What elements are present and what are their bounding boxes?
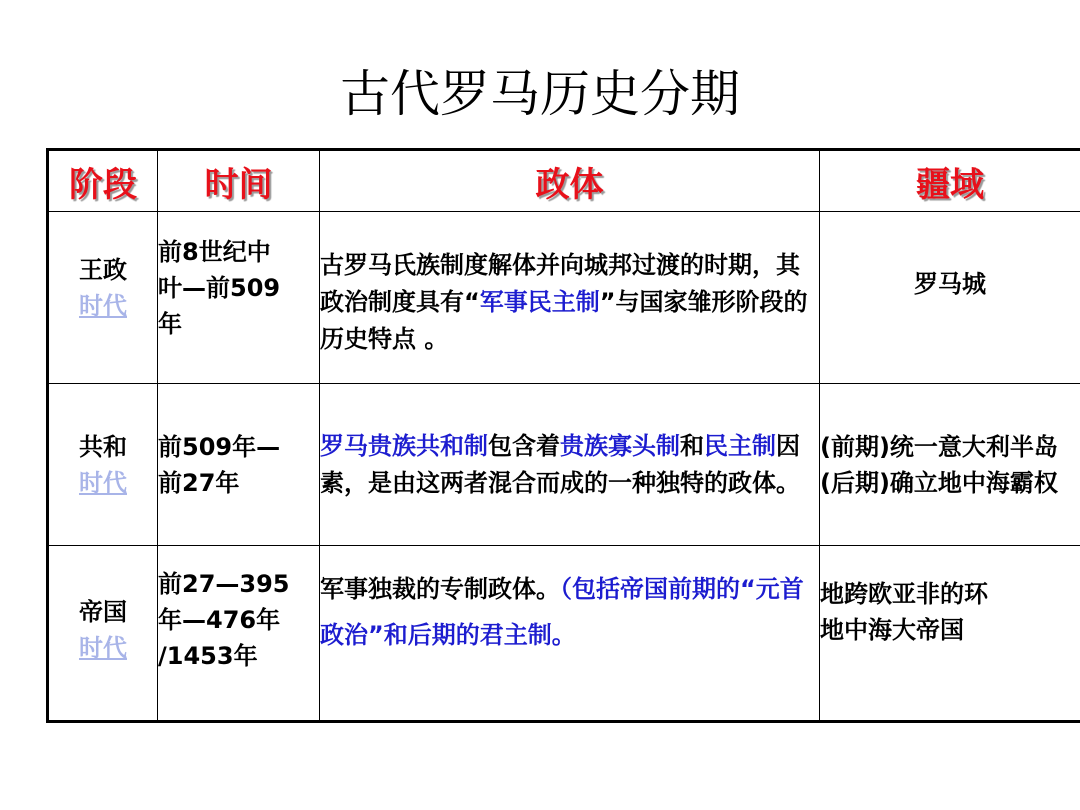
table-row xyxy=(48,546,1080,722)
time-line: 前509年— xyxy=(158,432,281,461)
stage-name: 帝国 xyxy=(79,598,127,626)
territory-cell xyxy=(820,546,1080,722)
territory-text: 罗马城 xyxy=(914,270,986,298)
polity-text: ”与国家雏形阶段的历史特点 。 xyxy=(320,288,808,353)
table-header-row xyxy=(48,150,1080,212)
polity-cell xyxy=(320,384,820,546)
territory-cell xyxy=(820,212,1080,384)
polity-text: 因素，是由这两者混合而成的一种独特的政体。 xyxy=(320,431,800,497)
header-territory: 疆域 xyxy=(820,150,1080,212)
page-title: 古代罗马历史分期 xyxy=(340,65,740,123)
polity-text: 包含着 xyxy=(488,431,560,460)
time-line: 前27—395 xyxy=(158,570,290,598)
polity-cell xyxy=(320,212,820,384)
polity-text: 和 xyxy=(680,431,704,460)
territory-line: 地跨欧亚非的环 xyxy=(820,580,988,608)
polity-cell xyxy=(320,546,820,722)
stage-cell xyxy=(48,384,158,546)
territory-line: (前期)统一意大利半岛 xyxy=(820,432,1058,461)
header-stage: 阶段 xyxy=(48,150,158,212)
stage-name: 王政 xyxy=(79,256,127,284)
header-polity: 政体 xyxy=(320,150,820,212)
table-row xyxy=(48,384,1080,546)
time-cell xyxy=(158,384,320,546)
polity-text: 军事独裁的专制政体。 xyxy=(320,575,560,603)
header-time: 时间 xyxy=(158,150,320,212)
polity-text: 古罗马氏族制度解体并向城邦过渡的时期，其政治制度具有“ xyxy=(320,251,800,316)
polity-highlight: 罗马贵族共和制 xyxy=(320,431,488,460)
territory-line: 地中海大帝国 xyxy=(820,616,964,644)
time-line: 叶—前509 xyxy=(158,274,281,302)
stage-cell xyxy=(48,546,158,722)
territory-line: (后期)确立地中海霸权 xyxy=(820,468,1058,497)
time-line: 年—476年 xyxy=(158,606,281,634)
stage-name: 共和 xyxy=(79,432,127,461)
table-row xyxy=(48,212,1080,384)
time-line: 前27年 xyxy=(158,468,240,497)
stage-cell xyxy=(48,212,158,384)
territory-cell xyxy=(820,384,1080,546)
stage-era-link[interactable]: 时代 xyxy=(79,468,127,497)
time-cell xyxy=(158,212,320,384)
time-line: /1453年 xyxy=(158,642,258,670)
time-cell xyxy=(158,546,320,722)
stage-era-link[interactable]: 时代 xyxy=(79,634,127,662)
time-line: 年 xyxy=(158,310,182,338)
history-periods-table xyxy=(46,148,1080,723)
time-line: 前8世纪中 xyxy=(158,238,271,266)
polity-highlight: 民主制 xyxy=(704,431,776,460)
polity-highlight: （包括帝国前期的“元首政治”和后期的君主制。 xyxy=(320,575,804,649)
stage-era-link[interactable]: 时代 xyxy=(79,292,127,320)
polity-highlight: 军事民主制 xyxy=(479,288,600,316)
polity-highlight: 贵族寡头制 xyxy=(560,431,680,460)
